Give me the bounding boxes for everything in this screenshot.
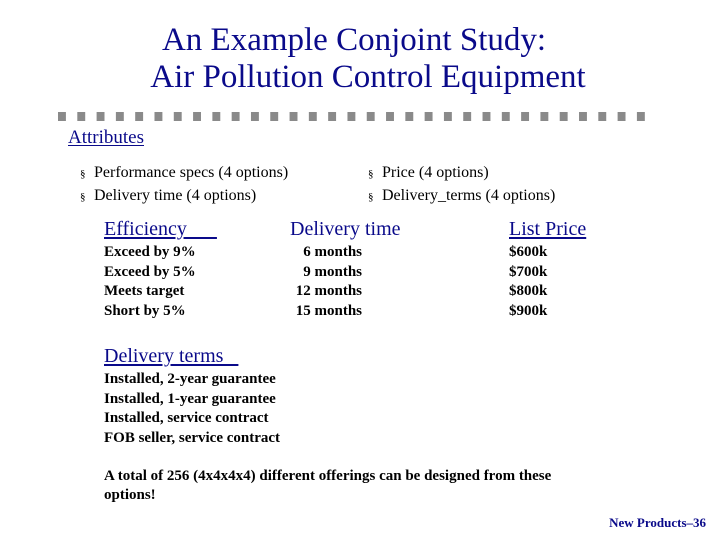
- delivery-time-heading: Delivery time: [290, 218, 401, 240]
- bullet-marker-icon: §: [80, 191, 86, 203]
- list-price-option: $700k: [509, 263, 548, 280]
- bullet-list-right: [368, 162, 555, 208]
- slide-title: [0, 22, 720, 96]
- list-price-option: $900k: [509, 302, 548, 319]
- summary-text: A total of 256 (4x4x4x4) different offerings can be designed from these options!: [104, 468, 552, 503]
- list-price-option: $800k: [509, 283, 548, 299]
- list-price-heading: List Price: [509, 218, 587, 240]
- attributes-heading: Attributes: [68, 127, 144, 148]
- dotted-divider: [58, 112, 648, 121]
- delivery-time-option: 15 months: [295, 302, 362, 319]
- delivery-terms-option: Installed, service contract: [104, 410, 269, 426]
- bullet-item: § Price (4 options): [368, 162, 555, 185]
- delivery-terms-column: [104, 344, 280, 448]
- slide-footer: New Products–36: [609, 515, 706, 530]
- efficiency-column: [104, 217, 217, 321]
- delivery-time-option: 6 months: [303, 244, 362, 260]
- efficiency-option: Exceed by 9%: [104, 244, 196, 260]
- delivery-time-option: 9 months: [303, 263, 362, 280]
- efficiency-heading: Efficiency: [104, 218, 217, 240]
- bullet-marker-icon: §: [368, 191, 374, 203]
- efficiency-option: Meets target: [104, 283, 185, 299]
- delivery-terms-option: Installed, 1-year guarantee: [104, 390, 276, 407]
- title-line-2: Air Pollution Control Equipment: [150, 59, 586, 95]
- efficiency-option: Exceed by 5%: [104, 263, 196, 280]
- bullet-list-left: [80, 162, 288, 208]
- delivery-terms-heading: Delivery terms: [104, 345, 239, 367]
- bullet-item: § Delivery_terms (4 options): [368, 185, 555, 208]
- delivery-terms-option: Installed, 2-year guarantee: [104, 371, 276, 387]
- list-price-option: $600k: [509, 244, 548, 260]
- bullet-marker-icon: §: [80, 168, 86, 180]
- bullet-item: § Performance specs (4 options): [80, 162, 288, 185]
- bullet-marker-icon: §: [368, 168, 374, 180]
- title-line-1: An Example Conjoint Study:: [161, 22, 547, 58]
- bullet-item: § Delivery time (4 options): [80, 185, 288, 208]
- delivery-terms-option: FOB seller, service contract: [104, 429, 281, 446]
- efficiency-option: Short by 5%: [104, 302, 186, 319]
- list-price-column: [509, 217, 586, 321]
- delivery-time-option: 12 months: [295, 283, 362, 299]
- delivery-time-column: [290, 217, 401, 321]
